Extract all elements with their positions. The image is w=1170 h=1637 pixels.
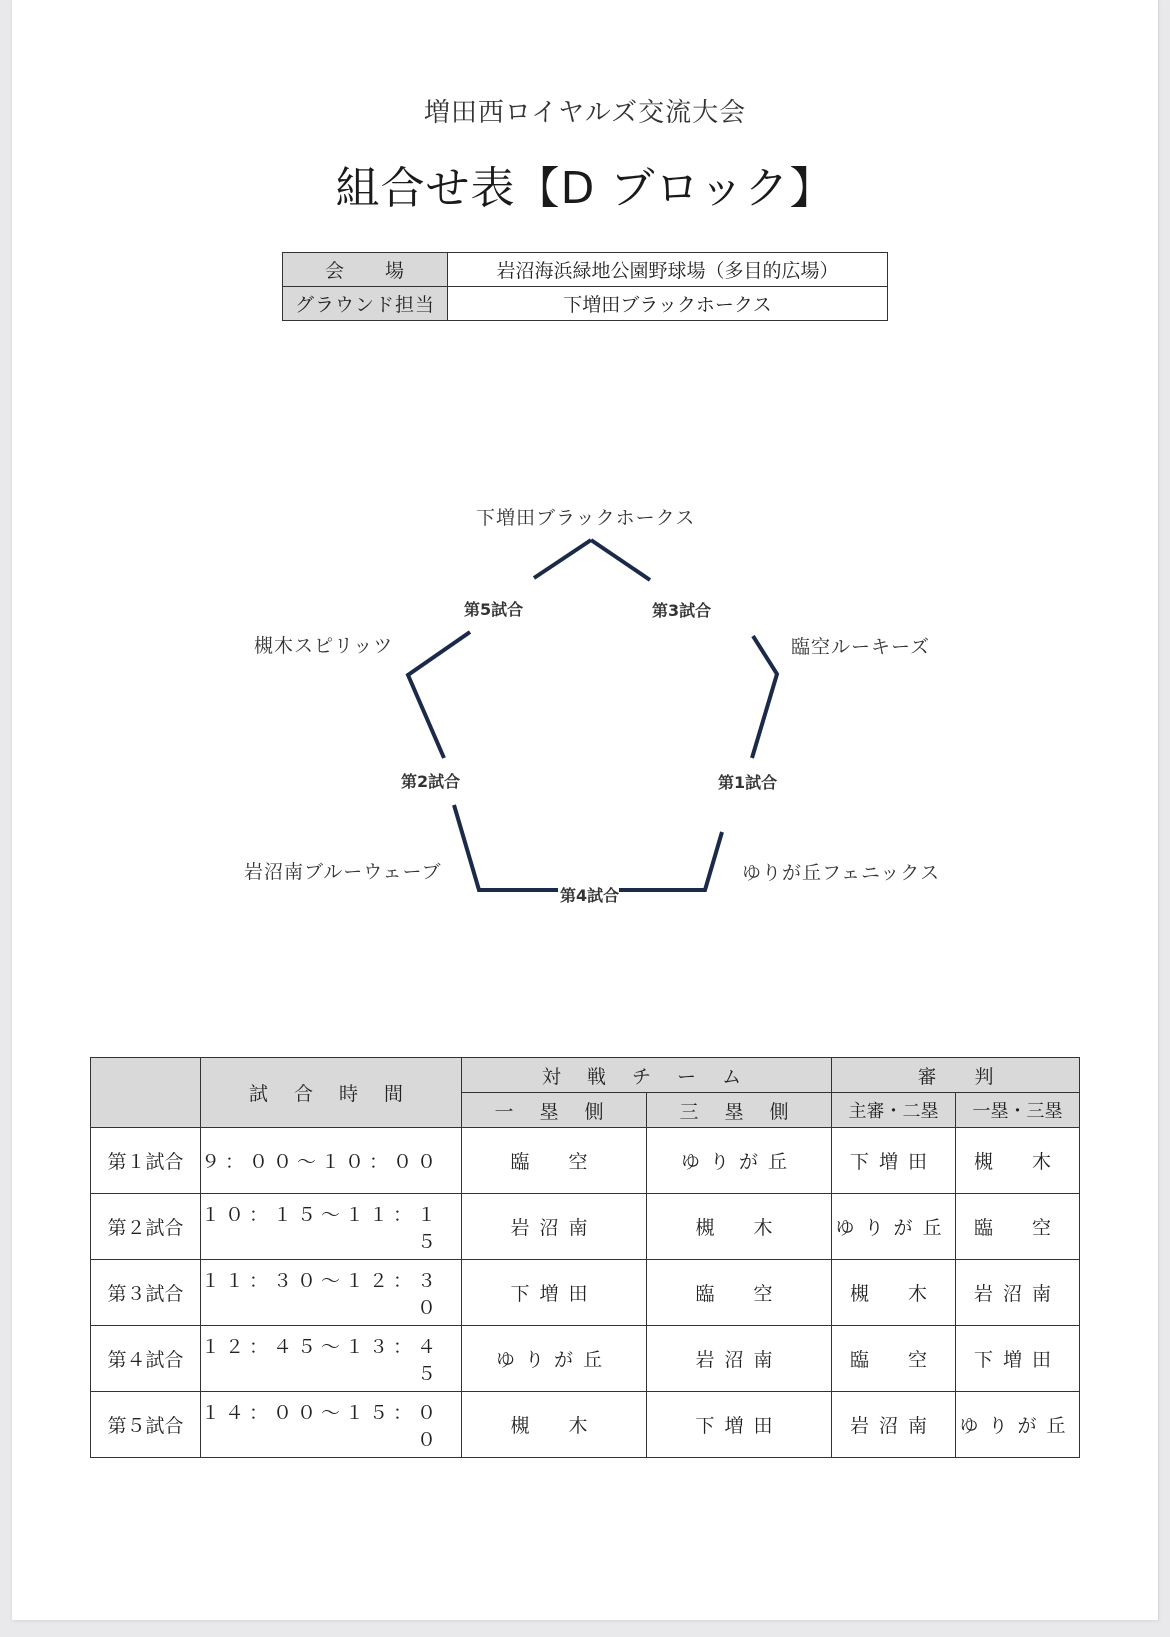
- header-ump-bases: 一塁・三塁: [956, 1093, 1080, 1128]
- header-first-base: 一 塁 側: [462, 1093, 647, 1128]
- game-cell: 第５試合: [91, 1392, 201, 1458]
- game-label-2: 第2試合: [401, 772, 461, 791]
- header-time: 試 合 時 間: [201, 1058, 462, 1128]
- table-row: [91, 1260, 1080, 1326]
- game-cell: 第４試合: [91, 1326, 201, 1392]
- ump-plate-cell: ゆりが丘: [832, 1194, 956, 1260]
- table-row: [91, 1326, 1080, 1392]
- team-lower-left: 岩沼南ブルーウェーブ: [244, 861, 442, 883]
- ump-bases-cell: 臨 空: [956, 1194, 1080, 1260]
- time-cell: １０：１５～１１：１５: [201, 1194, 462, 1260]
- third-base-team-cell: 臨 空: [647, 1260, 832, 1326]
- venue-label: 会 場: [283, 253, 448, 287]
- ground-value: 下増田ブラックホークス: [448, 287, 888, 321]
- venue-row: [283, 253, 888, 287]
- first-base-team-cell: 岩沼南: [462, 1194, 647, 1260]
- game-label-5: 第5試合: [464, 600, 524, 619]
- time-cell: ９：００～１０：００: [201, 1128, 462, 1194]
- header-blank: [91, 1058, 201, 1128]
- game-cell: 第３試合: [91, 1260, 201, 1326]
- ground-label: グラウンド担当: [283, 287, 448, 321]
- game-label-3: 第3試合: [652, 601, 712, 620]
- document-title: 組合せ表【D ブロック】: [335, 163, 835, 214]
- game-cell: 第１試合: [91, 1128, 201, 1194]
- table-row: [91, 1128, 1080, 1194]
- ump-bases-cell: ゆりが丘: [956, 1392, 1080, 1458]
- game-label-1: 第1試合: [718, 773, 778, 792]
- ump-plate-cell: 岩沼南: [832, 1392, 956, 1458]
- table-row: [91, 1194, 1080, 1260]
- team-top: 下増田ブラックホークス: [476, 507, 696, 529]
- ump-plate-cell: 槻 木: [832, 1260, 956, 1326]
- ump-bases-cell: 下増田: [956, 1326, 1080, 1392]
- time-cell: １４：００～１５：００: [201, 1392, 462, 1458]
- first-base-team-cell: 臨 空: [462, 1128, 647, 1194]
- schedule-table: [90, 1057, 1080, 1458]
- third-base-team-cell: 岩沼南: [647, 1326, 832, 1392]
- first-base-team-cell: 下増田: [462, 1260, 647, 1326]
- event-title: 増田西ロイヤルズ交流大会: [423, 98, 747, 128]
- time-cell: １２：４５～１３：４５: [201, 1326, 462, 1392]
- team-upper-right: 臨空ルーキーズ: [791, 636, 931, 658]
- venue-value: 岩沼海浜緑地公園野球場（多目的広場）: [448, 253, 888, 287]
- ground-row: [283, 287, 888, 321]
- header-teams: 対 戦 チ ー ム: [462, 1058, 832, 1093]
- header-umpire: 審 判: [832, 1058, 1080, 1093]
- ump-plate-cell: 下増田: [832, 1128, 956, 1194]
- first-base-team-cell: ゆりが丘: [462, 1326, 647, 1392]
- third-base-team-cell: 下増田: [647, 1392, 832, 1458]
- game-label-4: 第4試合: [560, 886, 620, 905]
- venue-info-table: [282, 252, 888, 321]
- header-third-base: 三 塁 側: [647, 1093, 832, 1128]
- third-base-team-cell: ゆりが丘: [647, 1128, 832, 1194]
- team-lower-right: ゆりが丘フェニックス: [742, 862, 941, 884]
- game-cell: 第２試合: [91, 1194, 201, 1260]
- time-cell: １１：３０～１２：３０: [201, 1260, 462, 1326]
- team-upper-left: 槻木スピリッツ: [254, 635, 394, 657]
- ump-bases-cell: 岩沼南: [956, 1260, 1080, 1326]
- ump-plate-cell: 臨 空: [832, 1326, 956, 1392]
- schedule-header-row-1: [91, 1058, 1080, 1093]
- header-ump-plate: 主審・二塁: [832, 1093, 956, 1128]
- first-base-team-cell: 槻 木: [462, 1392, 647, 1458]
- ump-bases-cell: 槻 木: [956, 1128, 1080, 1194]
- third-base-team-cell: 槻 木: [647, 1194, 832, 1260]
- table-row: [91, 1392, 1080, 1458]
